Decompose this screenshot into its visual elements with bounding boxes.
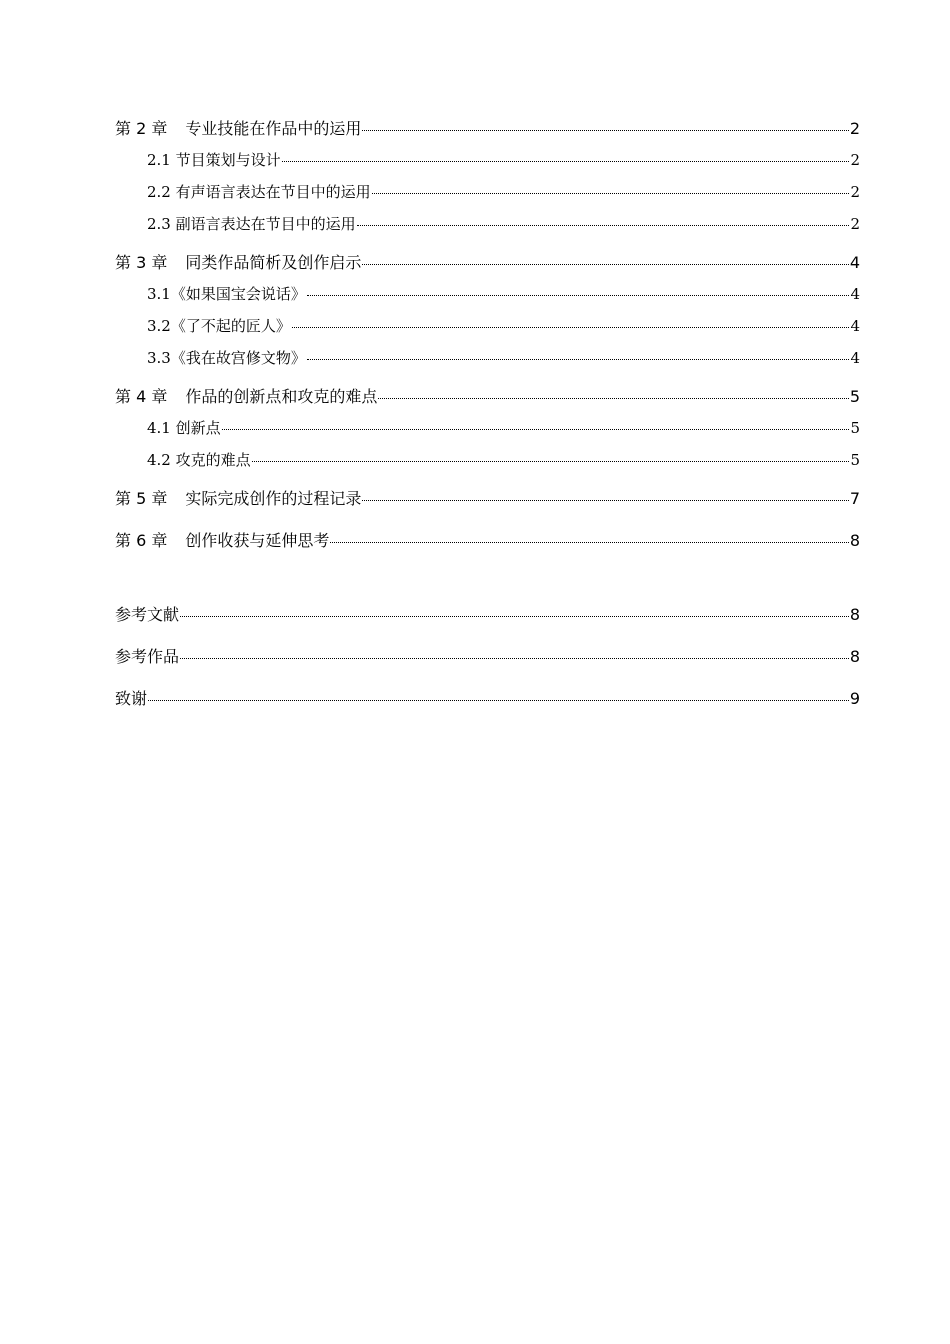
toc-section-2-3[interactable]	[115, 208, 860, 240]
toc-page-number: 9	[849, 689, 860, 708]
toc-section-2-1[interactable]	[115, 144, 860, 176]
toc-section-title: 2.3 副语言表达在节目中的运用	[147, 215, 356, 233]
toc-chapter-title	[115, 250, 361, 276]
toc-chapter-title	[115, 486, 361, 512]
toc-page-number: 4	[850, 317, 860, 335]
toc-section-title: 2.1 节目策划与设计	[147, 151, 281, 169]
toc-page-number: 8	[849, 531, 860, 550]
toc-chapter-name: 同类作品简析及创作启示	[185, 253, 362, 272]
toc-dot-leader	[362, 264, 848, 265]
toc-page-number: 5	[850, 419, 860, 437]
toc-dot-leader	[330, 542, 848, 543]
toc-chapter-name: 实际完成创作的过程记录	[185, 489, 362, 508]
toc-dot-leader	[307, 295, 850, 296]
toc-page-number: 2	[850, 151, 860, 169]
toc-chapter-5[interactable]	[115, 486, 860, 512]
toc-dot-leader	[307, 359, 850, 360]
toc-section-title: 3.2《了不起的匠人》	[147, 317, 291, 335]
toc-section-title: 2.2 有声语言表达在节目中的运用	[147, 183, 371, 201]
toc-chapter-number: 第 3 章	[115, 253, 168, 272]
toc-page-number: 4	[850, 349, 860, 367]
toc-section-3-2[interactable]	[115, 310, 860, 342]
toc-section-title: 3.1《如果国宝会说话》	[147, 285, 306, 303]
toc-dot-leader	[252, 461, 850, 462]
toc-acknowledgements[interactable]	[115, 686, 860, 712]
toc-dot-leader	[357, 225, 850, 226]
toc-dot-leader	[372, 193, 850, 194]
toc-section-title: 4.1 创新点	[147, 419, 221, 437]
toc-chapter-number: 第 6 章	[115, 531, 168, 550]
toc-chapter-4[interactable]	[115, 384, 860, 410]
toc-dot-leader	[180, 616, 849, 617]
toc-section-3-1[interactable]	[115, 278, 860, 310]
toc-page-number: 2	[850, 183, 860, 201]
toc-page-number: 8	[849, 605, 860, 624]
toc-chapter-2[interactable]	[115, 116, 860, 142]
toc-dot-leader	[222, 429, 850, 430]
toc-references[interactable]	[115, 602, 860, 628]
toc-chapter-6[interactable]	[115, 528, 860, 554]
toc-section-title: 4.2 攻克的难点	[147, 451, 251, 469]
toc-chapter-name: 专业技能在作品中的运用	[185, 119, 362, 138]
toc-reference-works[interactable]	[115, 644, 860, 670]
toc-backmatter-title: 致谢	[115, 689, 148, 708]
toc-page-number: 2	[850, 215, 860, 233]
toc-section-2-2[interactable]	[115, 176, 860, 208]
toc-page-number: 8	[849, 647, 860, 666]
toc-chapter-title	[115, 528, 329, 554]
toc-backmatter-title: 参考文献	[115, 605, 180, 624]
toc-chapter-number: 第 2 章	[115, 119, 168, 138]
toc-chapter-title	[115, 116, 361, 142]
toc-dot-leader	[362, 130, 848, 131]
toc-dot-leader	[282, 161, 850, 162]
toc-section-3-3[interactable]	[115, 342, 860, 374]
toc-dot-leader	[362, 500, 848, 501]
toc-page-number: 7	[849, 489, 860, 508]
toc-section-4-1[interactable]	[115, 412, 860, 444]
toc-chapter-number: 第 4 章	[115, 387, 168, 406]
toc-section-title: 3.3《我在故宫修文物》	[147, 349, 306, 367]
toc-page-number: 4	[849, 253, 860, 272]
toc-page-number: 5	[850, 451, 860, 469]
toc-section-4-2[interactable]	[115, 444, 860, 476]
toc-backmatter-title: 参考作品	[115, 647, 180, 666]
toc-dot-leader	[378, 398, 848, 399]
table-of-contents	[115, 116, 860, 712]
toc-page-number: 2	[849, 119, 860, 138]
toc-chapter-name: 作品的创新点和攻克的难点	[185, 387, 378, 406]
toc-chapter-title	[115, 384, 377, 410]
toc-chapter-number: 第 5 章	[115, 489, 168, 508]
toc-dot-leader	[292, 327, 850, 328]
toc-page-number: 4	[850, 285, 860, 303]
toc-dot-leader	[180, 658, 849, 659]
toc-chapter-name: 创作收获与延伸思考	[185, 531, 330, 550]
toc-page-number: 5	[849, 387, 860, 406]
toc-dot-leader	[148, 700, 849, 701]
toc-chapter-3[interactable]	[115, 250, 860, 276]
